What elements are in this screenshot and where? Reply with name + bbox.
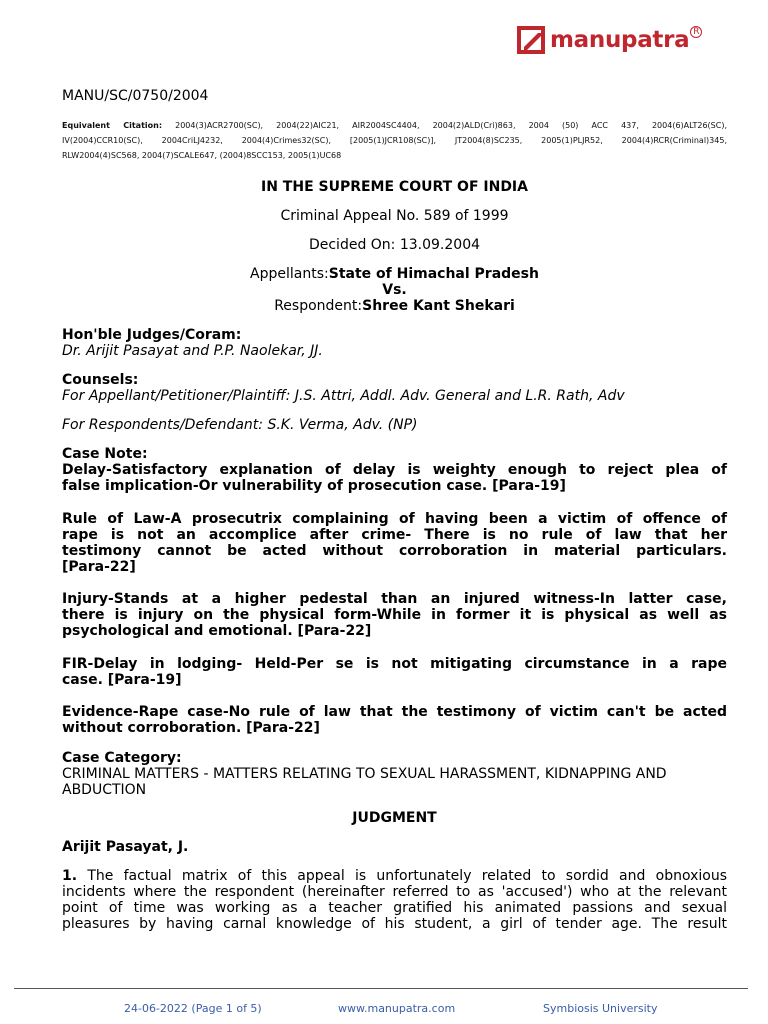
counsels-heading: Counsels: [62, 372, 139, 388]
citation-line-1: Equivalent Citation: 2004(3)ACR2700(SC), 2004(22)AIC21, AIR2004SC4404, 2004(2)ALD(Cri)863, 2004 (50) ACC 437, 2004(6)ALT26(SC), [62, 121, 727, 130]
para-1-line: incidents where the respondent (hereinafter referred to as 'accused') who at the relevant [62, 884, 727, 900]
case-note-line: false implication-Or vulnerability of prosecution case. [Para-19] [62, 478, 566, 494]
manupatra-logo-icon [516, 25, 546, 55]
case-note-line: testimony cannot be acted without corroboration in material particulars. [62, 543, 727, 559]
case-note-line: psychological and emotional. [Para-22] [62, 623, 372, 639]
respondent-line: Respondent:Shree Kant Shekari [274, 298, 515, 314]
case-note-line: without corroboration. [Para-22] [62, 720, 320, 736]
appellants-line: Appellants:State of Himachal Pradesh [250, 266, 539, 282]
para-1-line: pleasures by having carnal knowledge of his student, a girl of tender age. The result [62, 916, 727, 932]
decided-date: Decided On: 13.09.2004 [308, 237, 481, 253]
case-category-line-2: ABDUCTION [62, 782, 147, 798]
versus: Vs. [382, 282, 407, 298]
counsel-appellant: For Appellant/Petitioner/Plaintiff: J.S. Attri, Addl. Adv. General and L.R. Rath, Adv [62, 388, 625, 404]
para-number: 1. [62, 868, 78, 884]
footer-date-page: 24-06-2022 (Page 1 of 5) [124, 1002, 262, 1015]
judges-heading: Hon'ble Judges/Coram: [62, 327, 242, 343]
case-note-line: rape is not an accomplice after crime- There is no rule of law that her [62, 527, 727, 543]
counsel-respondent: For Respondents/Defendant: S.K. Verma, Adv. (NP) [62, 417, 418, 433]
document-id: MANU/SC/0750/2004 [62, 88, 209, 104]
case-note-heading: Case Note: [62, 446, 148, 462]
case-note-line: case. [Para-19] [62, 672, 182, 688]
judgment-heading: JUDGMENT [352, 810, 437, 826]
case-note-line: FIR-Delay in lodging- Held-Per se is not mitigating circumstance in a rape [62, 656, 727, 672]
logo-wordmark: manupatra [550, 27, 690, 53]
case-category-line-1: CRIMINAL MATTERS - MATTERS RELATING TO SEXUAL HARASSMENT, KIDNAPPING AND [62, 766, 667, 782]
case-category-heading: Case Category: [62, 750, 182, 766]
judgment-author: Arijit Pasayat, J. [62, 839, 189, 855]
case-note-line: Rule of Law-A prosecutrix complaining of having been a victim of offence of [62, 511, 727, 527]
citation-line-3: RLW2004(4)SC568, 2004(7)SCALE647, (2004)8SCC153, 2005(1)UC68 [62, 151, 342, 160]
footer-site-link[interactable]: www.manupatra.com [338, 1002, 456, 1015]
court-name: IN THE SUPREME COURT OF INDIA [261, 179, 528, 195]
judges-names: Dr. Arijit Pasayat and P.P. Naolekar, JJ. [62, 343, 323, 359]
case-note-line: [Para-22] [62, 559, 136, 575]
footer-divider [14, 988, 748, 989]
case-note-line: Injury-Stands at a higher pedestal than an injured witness-In latter case, [62, 591, 727, 607]
case-note-line: Delay-Satisfactory explanation of delay is weighty enough to reject plea of [62, 462, 727, 478]
para-1-line: 1. The factual matrix of this appeal is unfortunately related to sordid and obnoxious [62, 868, 728, 884]
case-note-line: Evidence-Rape case-No rule of law that the testimony of victim can't be acted [62, 704, 727, 720]
appeal-number: Criminal Appeal No. 589 of 1999 [280, 208, 509, 224]
manupatra-logo [516, 24, 702, 56]
citation-label: Equivalent Citation: [62, 121, 163, 130]
para-1-line: point of time was working as a teacher gratified his animated passions and sexual [62, 900, 727, 916]
citation-line-2: IV(2004)CCR10(SC), 2004CriLJ4232, 2004(4)Crimes32(SC), [2005(1)JCR108(SC)], JT2004(8)SC235, 2005(1)PLJR52, 2004(4)RCR(Criminal)345, [62, 136, 727, 145]
registered-mark: R [690, 26, 702, 38]
footer-institution: Symbiosis University [543, 1002, 658, 1015]
case-note-line: there is injury on the physical form-While in former it is physical as well as [62, 607, 727, 623]
